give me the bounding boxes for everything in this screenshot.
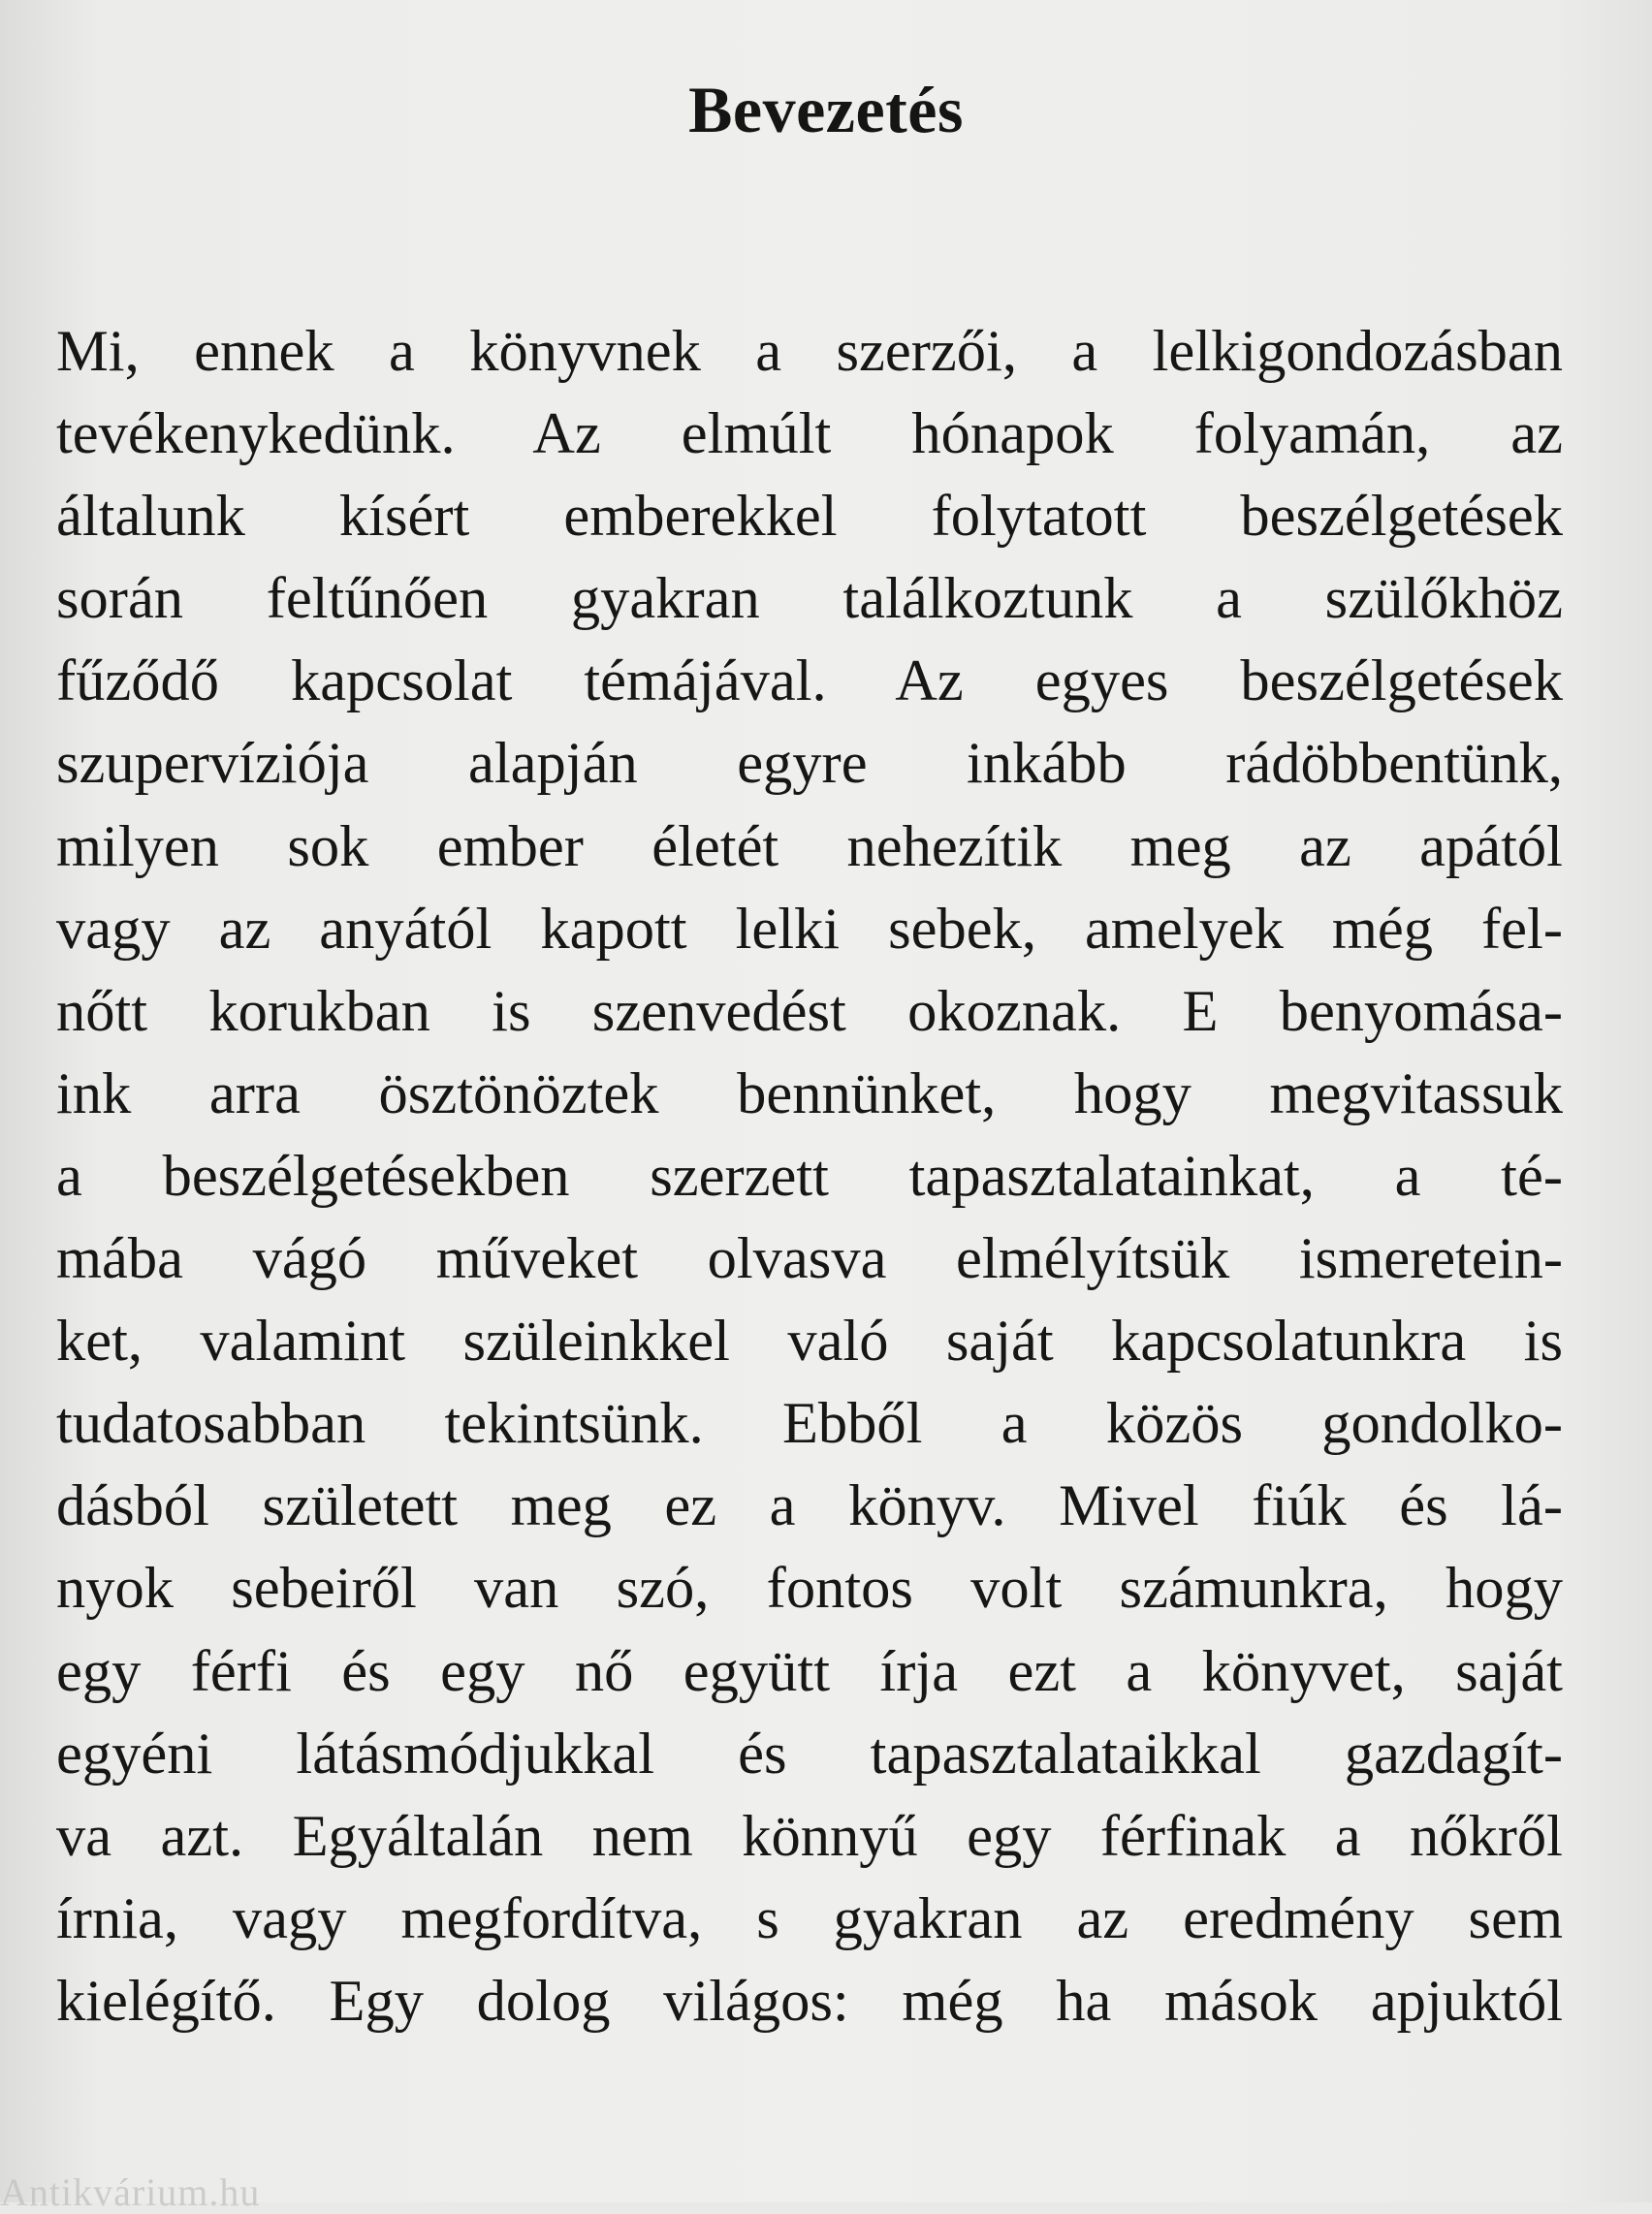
text-line: írnia, vagy megfordítva, s gyakran az eredmény sem bbox=[56, 1885, 1563, 1951]
text-line: milyen sok ember életét nehezítik meg az apától bbox=[56, 813, 1563, 879]
body-text bbox=[56, 310, 1563, 2042]
text-line: egyéni látásmódjukkal és tapasztalataikkal gazdagít- bbox=[56, 1721, 1563, 1787]
watermark: Antikvárium.hu bbox=[0, 2170, 261, 2214]
text-line: fűződő kapcsolat témájával. Az egyes beszélgetések bbox=[56, 648, 1563, 714]
text-line: tudatosabban tekintsünk. Ebből a közös gondolko- bbox=[56, 1391, 1563, 1457]
text-line: általunk kísért emberekkel folytatott beszélgetések bbox=[56, 484, 1563, 550]
text-line: egy férfi és egy nő együtt írja ezt a könyvet, saját bbox=[56, 1638, 1563, 1704]
chapter-title: Bevezetés bbox=[688, 73, 964, 146]
text-line: vagy az anyától kapott lelki sebek, amelyek még fel- bbox=[56, 896, 1563, 962]
text-line: ket, valamint szüleinkkel való saját kapcsolatunkra is bbox=[56, 1309, 1563, 1375]
text-line: kielégítő. Egy dolog világos: még ha mások apjuktól bbox=[56, 1968, 1563, 2034]
text-line: nőtt korukban is szenvedést okoznak. E benyomása- bbox=[56, 978, 1563, 1044]
text-line: va azt. Egyáltalán nem könnyű egy férfinak a nőkről bbox=[56, 1803, 1563, 1869]
text-line: tevékenykedünk. Az elmúlt hónapok folyamán, az bbox=[56, 401, 1563, 467]
text-line: dásból született meg ez a könyv. Mivel fiúk és lá- bbox=[56, 1473, 1563, 1539]
text-line: Mi, ennek a könyvnek a szerzői, a lelkigondozásban bbox=[56, 319, 1563, 384]
text-line: során feltűnően gyakran találkoztunk a szülőkhöz bbox=[56, 566, 1563, 632]
text-line: szupervíziója alapján egyre inkább rádöbbentünk, bbox=[56, 731, 1563, 797]
text-line: a beszélgetésekben szerzett tapasztalatainkat, a té- bbox=[56, 1143, 1563, 1209]
text-line: nyok sebeiről van szó, fontos volt számunkra, hogy bbox=[56, 1556, 1563, 1622]
text-line: ink arra ösztönöztek bennünket, hogy megvitassuk bbox=[56, 1060, 1563, 1126]
text-line: mába vágó műveket olvasva elmélyítsük ismeretein- bbox=[56, 1226, 1563, 1292]
